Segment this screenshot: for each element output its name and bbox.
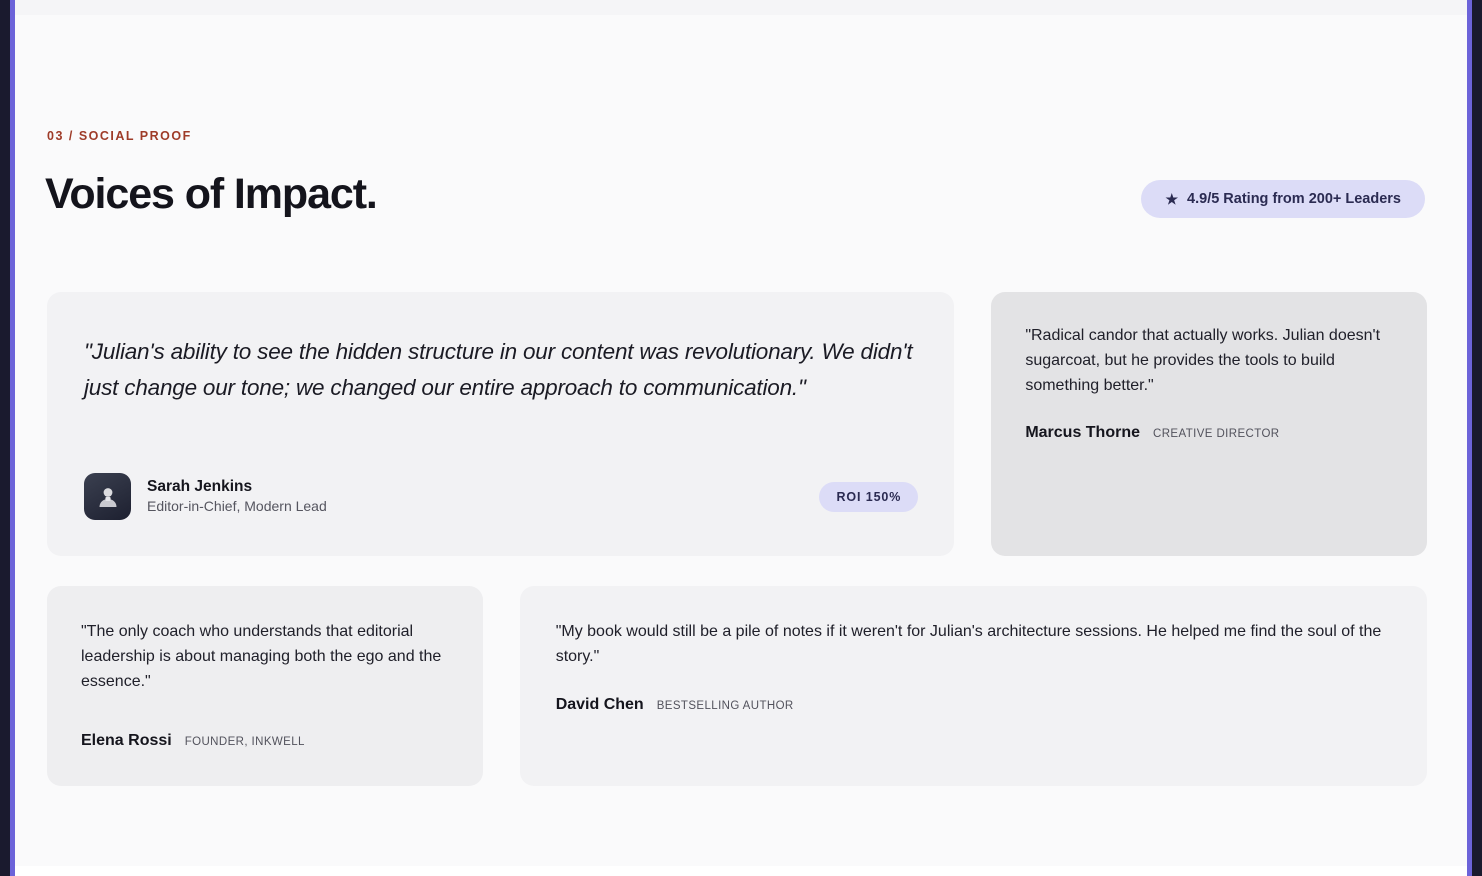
bottom-bar <box>15 866 1467 876</box>
testimonial-quote: "My book would still be a pile of notes if it weren't for Julian's architecture sessions. He helped me find the soul of the story." <box>555 623 1382 665</box>
testimonial-name: David Chen <box>555 695 644 713</box>
testimonial-row-top <box>47 292 1427 556</box>
star-icon: ★ <box>1165 191 1179 207</box>
testimonial-grid <box>47 292 1427 786</box>
featured-quote: "Julian's ability to see the hidden structure in our content was revolutionary. We didn't just change our tone; we changed our entire approach to communication." <box>84 339 913 401</box>
slide-canvas <box>15 15 1467 866</box>
top-bar <box>15 0 1467 15</box>
testimonial-card-david <box>520 586 1427 786</box>
testimonial-card-elena <box>47 586 483 786</box>
testimonial-name: Marcus Thorne <box>1025 424 1140 442</box>
testimonial-byline <box>81 732 305 750</box>
left-accent-rail <box>10 0 15 876</box>
testimonial-role: FOUNDER, INKWELL <box>184 736 305 748</box>
featured-author <box>84 473 327 520</box>
left-edge-rail <box>0 0 10 876</box>
testimonial-role: CREATIVE DIRECTOR <box>1153 428 1280 441</box>
testimonial-byline <box>1025 424 1393 442</box>
right-edge-rail <box>1472 0 1482 876</box>
testimonial-byline <box>556 696 1391 714</box>
rating-badge-label: 4.9/5 Rating from 200+ Leaders <box>1187 191 1401 207</box>
person-avatar-icon <box>84 473 131 520</box>
roi-metric-badge: ROI 150% <box>819 482 918 512</box>
testimonial-quote: "The only coach who understands that editorial leadership is about managing both the ego and the essence." <box>81 623 442 690</box>
featured-author-role: Editor-in-Chief, Modern Lead <box>147 497 327 514</box>
page-title: Voices of Impact. <box>45 170 377 218</box>
testimonial-name: Elena Rossi <box>81 732 172 749</box>
featured-author-name: Sarah Jenkins <box>147 477 253 495</box>
section-eyebrow: 03 / SOCIAL PROOF <box>47 129 192 143</box>
right-accent-rail <box>1467 0 1472 876</box>
testimonial-role: BESTSELLING AUTHOR <box>656 699 794 712</box>
featured-testimonial-card <box>47 292 954 556</box>
testimonial-quote: "Radical candor that actually works. Julian doesn't sugarcoat, but he provides the tools to build something better." <box>1025 327 1381 394</box>
rating-badge <box>1141 180 1425 218</box>
featured-author-text <box>147 477 327 517</box>
testimonial-row-bottom <box>47 586 1427 786</box>
testimonial-card-marcus <box>991 292 1427 556</box>
